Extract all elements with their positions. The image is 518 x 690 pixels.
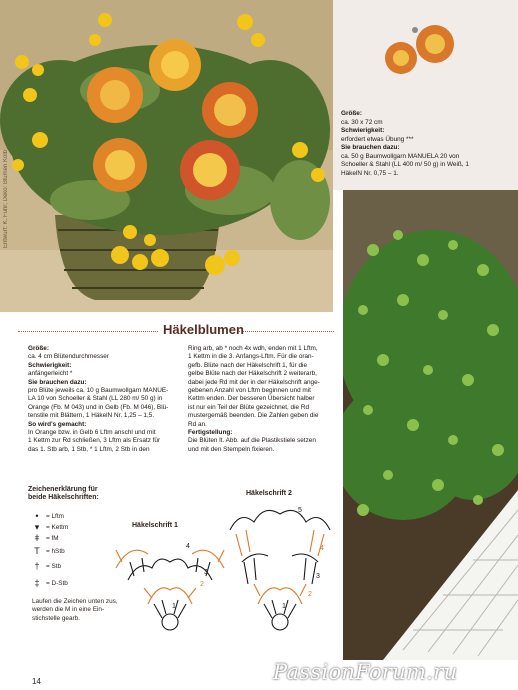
- info-difficulty-value: erfordert etwas Übung ***: [341, 135, 414, 143]
- how-label: So wird's gemacht:: [28, 420, 87, 428]
- info-needs-line: HäkelN Nr. 0,75 – 1.: [341, 169, 399, 177]
- legend-note-line: stichstelle gearb.: [32, 614, 80, 622]
- difficulty-value: anfängerleicht *: [28, 370, 73, 378]
- info-size-value: ca. 30 x 72 cm: [341, 118, 383, 126]
- instr-line: gefb. Blüte nach der Häkelschrift 1, für die: [188, 361, 308, 369]
- how-line: 1 Kettm zur Rd schließen, 3 Lftm als Ersatz für: [28, 437, 161, 445]
- info-size-label: Größe:: [341, 110, 362, 117]
- diagram-2-label: Häkelschrift 2: [246, 490, 292, 497]
- legend-heading: [28, 486, 99, 502]
- finish-line: und mit den Stempeln fixieren.: [188, 445, 275, 453]
- watermark: PassionForum.ru: [273, 660, 458, 684]
- size-value: ca. 4 cm Blütendurchmesser: [28, 353, 109, 361]
- round-number: 1: [172, 603, 176, 610]
- crochet-chart-2: [224, 500, 336, 636]
- round-number: 2: [200, 581, 204, 588]
- info-needs-label: Sie brauchen dazu:: [341, 144, 400, 151]
- instr-line: gelbe Blüte nach der Häkelschrift 2 weiterarb,: [188, 370, 317, 378]
- legend-item: [28, 560, 61, 572]
- finish-line: Die Blüten lt. Abb. auf die Plastikstiele setzen: [188, 437, 316, 445]
- how-line: das 1. Stb arb, 1 Stb, * 1 Lftm, 2 Stb in den: [28, 445, 150, 453]
- legend-item: [28, 532, 59, 544]
- legend-label: = fM: [46, 534, 59, 542]
- title-rule-right: [238, 331, 334, 332]
- round-number: 4: [320, 545, 324, 552]
- instr-line: Rd an.: [188, 420, 207, 428]
- round-number: 2: [308, 591, 312, 598]
- treble-crochet-icon: ‡: [34, 578, 40, 588]
- legend-label: = Kettm: [46, 523, 69, 531]
- bouquet-illustration: [0, 0, 333, 312]
- legend-label: = Lftm: [46, 512, 64, 520]
- plant-doily-photo: [343, 190, 518, 660]
- needs-line: pro Blüte jeweils ca. 10 g Baumwollgarn MANUE-: [28, 387, 169, 395]
- diagram-1-label: Häkelschrift 1: [132, 522, 178, 529]
- round-number: 3: [316, 573, 320, 580]
- instr-line: mustergemäß beenden. Die Zahlen geben die: [188, 412, 319, 420]
- earrings-illustration: [333, 0, 518, 100]
- plant-illustration: [343, 190, 518, 660]
- instr-line: gebenen Anzahl von Lftm beginnen und mit: [188, 387, 311, 395]
- crochet-chart-1: [108, 532, 233, 636]
- instr-line: Ring arb, ab * noch 4x wdh, enden mit 1 Lftm,: [188, 345, 318, 352]
- instr-line: Kettm enden. Der besseren Übersicht halber: [188, 395, 315, 403]
- legend-heading-line: beide Häkelschriften:: [28, 494, 99, 501]
- chain-stitch-icon: •: [35, 511, 39, 521]
- legend-note-line: werden die M in eine Ein-: [32, 606, 105, 614]
- info-needs-line: ca. 50 g Baumwollgarn MANUELA 20 von: [341, 152, 460, 160]
- half-double-icon: T: [34, 546, 40, 556]
- finish-label: Fertigstellung:: [188, 429, 233, 437]
- photo-credit: Entwurf: K. Fuhr; Deko: Blumen Kolb: [3, 150, 9, 249]
- slip-stitch-icon: ▾: [34, 521, 40, 532]
- double-crochet-icon: †: [34, 561, 40, 571]
- round-number: 3: [204, 569, 208, 576]
- flower-bouquet-photo: [0, 0, 333, 312]
- info-difficulty-label: Schwierigkeit:: [341, 127, 385, 134]
- article-title: Häkelblumen: [163, 322, 244, 337]
- legend-note-line: Laufen die Zeichen unten zus,: [32, 598, 118, 605]
- instr-line: 1 Kettm in die 3. Anfangs-Lftm. Für die oran-: [188, 353, 314, 361]
- legend-item: [28, 577, 68, 589]
- legend-item: [28, 545, 65, 557]
- how-line: In Orange bzw. in Gelb 6 Lftm anschl und mit: [28, 429, 156, 437]
- needs-label: Sie brauchen dazu:: [28, 378, 87, 386]
- needs-line: tenstile mit Blättern, 1 HäkelN Nr. 1,25 – 1,5.: [28, 412, 155, 420]
- single-crochet-icon: ǂ: [34, 533, 40, 543]
- left-column: [28, 345, 188, 454]
- difficulty-label: Schwierigkeit:: [28, 361, 72, 369]
- round-number: 1: [282, 603, 286, 610]
- legend-label: = Stb: [46, 562, 62, 570]
- legend-label: = D-Stb: [46, 579, 68, 587]
- size-label: Größe:: [28, 345, 49, 352]
- needs-line: LA 10 von Schoeller & Stahl (LL 280 m/ 50 g) in: [28, 395, 163, 403]
- title-rule-left: [18, 331, 158, 332]
- right-column: [188, 345, 340, 454]
- page-number: 14: [32, 677, 41, 686]
- instr-line: dabei jede Rd mit der in der Häkelschrift ange-: [188, 378, 320, 386]
- instr-line: ist nur ein Teil der Blüte gezeichnet, die Rd: [188, 403, 310, 411]
- round-number: 5: [298, 507, 302, 514]
- legend-label: = hStb: [46, 547, 65, 555]
- needs-line: Orange (Fb. M 043) und in Gelb (Fb. M 046), Blü-: [28, 403, 169, 411]
- legend-heading-line: Zeichenerklärung für: [28, 486, 98, 493]
- round-number: 4: [186, 543, 190, 550]
- info-needs-line: Schoeller & Stahl (LL 400 m/ 50 g) in Weiß, 1: [341, 161, 469, 168]
